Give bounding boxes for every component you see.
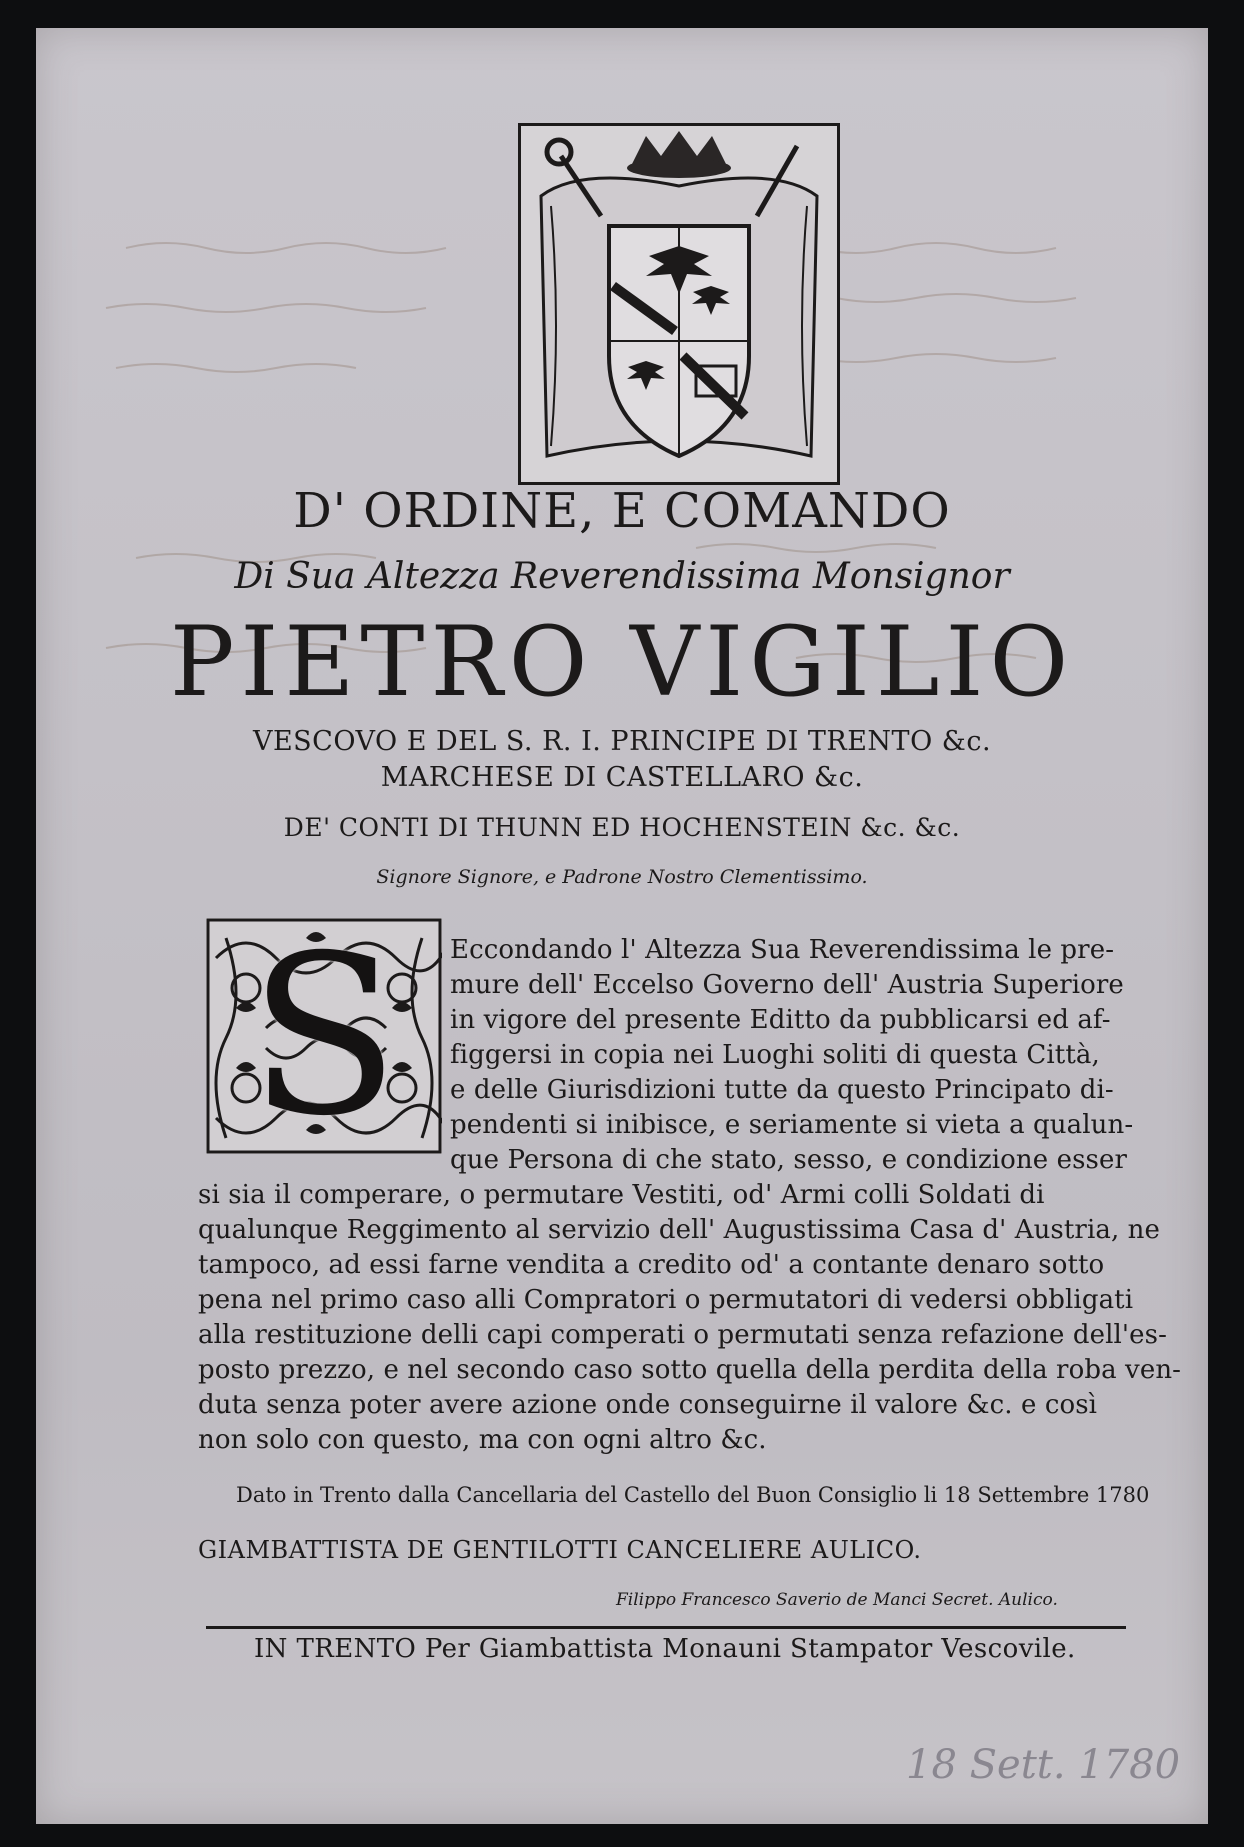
- printer-line: IN TRENTO Per Giambattista Monauni Stampator Vescovile.: [254, 1634, 1076, 1664]
- coat-of-arms-icon: [521, 126, 837, 482]
- body-line: figgersi in copia nei Luoghi soliti di questa Città,: [450, 1040, 1100, 1070]
- body-line: mure dell' Eccelso Governo dell' Austria Superiore: [450, 970, 1124, 1000]
- heading-conti: DE' CONTI DI THUNN ED HOCHENSTEIN &c. &c.: [283, 813, 961, 842]
- body-line: posto prezzo, e nel secondo caso sotto quella della perdita della roba ven-: [198, 1355, 1182, 1385]
- heading-signore: Signore Signore, e Padrone Nostro Clementissimo.: [376, 866, 868, 888]
- body-line: tampoco, ad essi farne vendita a credito od' a contante denaro sotto: [198, 1250, 1105, 1280]
- heading-vescovo: VESCOVO E DEL S. R. I. PRINCIPE DI TRENTO &c.: [252, 726, 992, 757]
- body-line: qualunque Reggimento al servizio dell' Augustissima Casa d' Austria, ne: [198, 1215, 1161, 1245]
- signatory: GIAMBATTISTA DE GENTILOTTI CANCELIERE AULICO.: [198, 1536, 922, 1564]
- heading-name: PIETRO VIGILIO: [169, 606, 1075, 718]
- heading-altezza: Di Sua Altezza Reverendissima Monsignor: [234, 556, 1010, 597]
- edict-sheet: [36, 28, 1208, 1824]
- body-line: Eccondando l' Altezza Sua Reverendissima le pre-: [450, 935, 1115, 965]
- coat-of-arms: [518, 123, 840, 485]
- heading-ordine: D' ORDINE, E COMANDO: [293, 483, 951, 539]
- initial-letter: S: [248, 908, 400, 1164]
- secretary: Filippo Francesco Saverio de Manci Secret. Aulico.: [616, 1590, 1058, 1610]
- heading-marchese: MARCHESE DI CASTELLARO &c.: [380, 762, 864, 793]
- decorated-initial: [206, 908, 442, 1164]
- body-line: duta senza poter avere azione onde conseguirne il valore &c. e così: [198, 1390, 1098, 1420]
- body-line: pendenti si inibisce, e seriamente si vieta a qualun-: [450, 1110, 1134, 1140]
- body-line: pena nel primo caso alli Compratori o permutatori di vedersi obbligati: [198, 1285, 1134, 1315]
- body-line: si sia il comperare, o permutare Vestiti, od' Armi colli Soldati di: [198, 1180, 1045, 1210]
- divider-rule: [206, 1626, 1126, 1629]
- body-line: que Persona di che stato, sesso, e condizione esser: [450, 1145, 1128, 1175]
- pencil-date-note: 18 Sett. 1780: [906, 1742, 1181, 1788]
- body-line: e delle Giurisdizioni tutte da questo Principato di-: [450, 1075, 1114, 1105]
- date-line: Dato in Trento dalla Cancellaria del Castello del Buon Consiglio li 18 Settembre 1780: [236, 1483, 1150, 1507]
- body-line: in vigore del presente Editto da pubblicarsi ed af-: [450, 1005, 1111, 1035]
- body-line: non solo con questo, ma con ogni altro &c.: [198, 1425, 767, 1455]
- body-line: alla restituzione delli capi comperati o permutati senza refazione dell'es-: [198, 1320, 1167, 1350]
